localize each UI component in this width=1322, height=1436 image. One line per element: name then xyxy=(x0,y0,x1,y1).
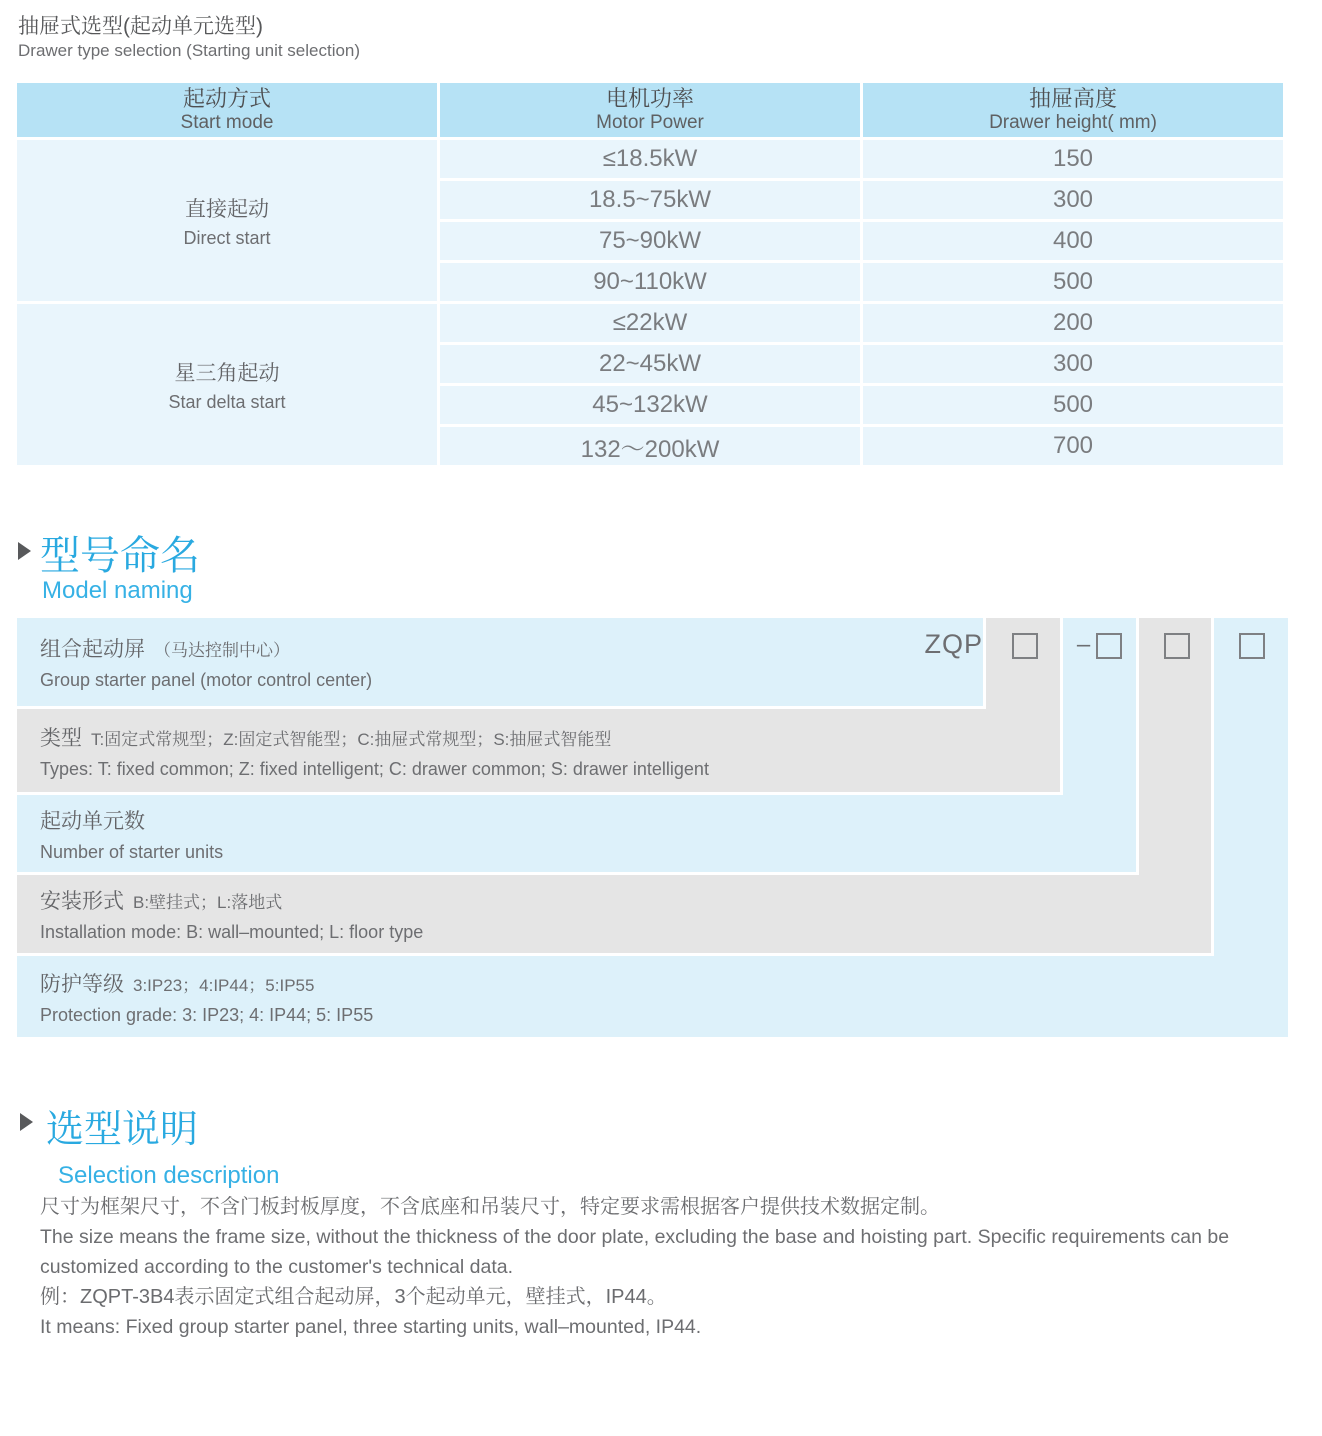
start-mode-en: Direct start xyxy=(183,227,271,248)
band-label-cn-detail: T:固定式常规型；Z:固定式智能型；C:抽屉式常规型；S:抽屉式智能型 xyxy=(91,729,612,749)
table-row xyxy=(17,304,1283,342)
col-header-cn: 起动方式 xyxy=(182,85,271,111)
col-header-drawer-height xyxy=(863,83,1283,137)
band-label-cn: 起动单元数 xyxy=(40,809,145,833)
col-header-cn: 电机功率 xyxy=(605,85,694,111)
band-label-cn-detail: （马达控制中心） xyxy=(154,641,290,660)
col-header-start-mode xyxy=(17,83,437,137)
power-cell: 75~90kW xyxy=(440,222,860,260)
height-cell: 400 xyxy=(863,222,1283,260)
power-cell: 45~132kW xyxy=(440,386,860,424)
band-label-cn-detail: B:壁挂式；L:落地式 xyxy=(133,893,283,912)
power-cell: 18.5~75kW xyxy=(440,181,860,219)
height-cell: 500 xyxy=(863,263,1283,301)
power-cell: ≤18.5kW xyxy=(440,140,860,178)
col-header-en: Start mode xyxy=(180,112,274,134)
model-code-box-icon xyxy=(1164,633,1190,659)
band-label-cn: 安装形式 B:壁挂式；L:落地式 xyxy=(40,890,283,913)
height-cell: 300 xyxy=(863,181,1283,219)
col-header-en: Drawer height( mm) xyxy=(989,112,1157,134)
model-code-box-icon xyxy=(1239,633,1265,659)
height-cell: 500 xyxy=(863,386,1283,424)
band-label-en: Types: T: fixed common; Z: fixed intelligent; C: drawer common; S: drawer intelligent xyxy=(40,758,709,779)
section-heading-selection-description: 选型说明 xyxy=(46,1109,199,1151)
section-subheading-model-naming: Model naming xyxy=(42,577,193,604)
description-line: 例：ZQPT-3B4表示固定式组合起动屏，3个起动单元，壁挂式，IP44。 xyxy=(40,1286,667,1308)
start-mode-cn: 直接起动 xyxy=(185,197,269,221)
height-cell: 700 xyxy=(863,427,1283,465)
start-mode-en: Star delta start xyxy=(168,391,286,412)
band-label-en: Protection grade: 3: IP23; 4: IP44; 5: IP55 xyxy=(40,1004,374,1025)
band-label-cn-detail: 3:IP23；4:IP44；5:IP55 xyxy=(133,975,315,995)
start-mode-cn: 星三角起动 xyxy=(174,361,280,385)
description-line: The size means the frame size, without the thickness of the door plate, excluding the base and hoisting part. Specific requirements can be xyxy=(40,1226,1230,1248)
description-line: customized according to the customer's technical data. xyxy=(40,1256,514,1278)
height-cell: 200 xyxy=(863,304,1283,342)
page-title-en: Drawer type selection (Starting unit selection) xyxy=(18,41,361,60)
power-cell: 22~45kW xyxy=(440,345,860,383)
power-cell: 132～200kW xyxy=(440,427,860,465)
section-marker-triangle-icon xyxy=(18,542,31,560)
height-cell: 300 xyxy=(863,345,1283,383)
model-code-dash: – xyxy=(1076,630,1091,658)
band-label-en: Number of starter units xyxy=(40,841,224,862)
table-row xyxy=(17,140,1283,178)
power-cell: 90~110kW xyxy=(440,263,860,301)
start-mode-cell-star-delta xyxy=(17,304,437,465)
model-naming-row-type xyxy=(17,709,1060,792)
band-label-en: Group starter panel (motor control center) xyxy=(40,670,373,690)
drawer-selection-table xyxy=(14,80,1286,468)
model-code-prefix: ZQP xyxy=(924,629,983,659)
model-code-box-icon xyxy=(1096,633,1122,659)
section-subheading-selection-description: Selection description xyxy=(58,1162,280,1189)
description-line: It means: Fixed group starter panel, three starting units, wall–mounted, IP44. xyxy=(40,1316,702,1338)
height-cell: 150 xyxy=(863,140,1283,178)
section-marker-triangle-icon xyxy=(20,1113,33,1131)
model-code-box-icon xyxy=(1012,633,1038,659)
page-title: 抽屉式选型(起动单元选型) xyxy=(18,15,263,38)
model-naming-row-group-starter-panel xyxy=(17,618,983,706)
model-naming-row-starter-units xyxy=(17,795,1136,872)
model-code-dash-box xyxy=(1063,630,1136,659)
band-label-cn: 类型 T:固定式常规型；Z:固定式智能型；C:抽屉式常规型；S:抽屉式智能型 xyxy=(40,726,612,750)
description-line: 尺寸为框架尺寸，不含门板封板厚度，不含底座和吊装尺寸，特定要求需根据客户提供技术数据定制。 xyxy=(40,1196,940,1218)
power-cell: ≤22kW xyxy=(440,304,860,342)
table-header-row xyxy=(17,83,1283,137)
band-label-cn: 防护等级 3:IP23；4:IP44；5:IP55 xyxy=(40,972,315,996)
col-header-motor-power xyxy=(440,83,860,137)
band-label-cn: 组合起动屏 （马达控制中心） xyxy=(40,638,290,661)
start-mode-cell-direct xyxy=(17,140,437,301)
col-header-cn: 抽屉高度 xyxy=(1028,85,1117,111)
section-heading-model-naming: 型号命名 xyxy=(40,534,200,578)
selection-description-paragraph xyxy=(40,1196,1290,1346)
model-naming-row-protection xyxy=(17,956,1288,1037)
model-naming-row-installation xyxy=(17,875,1211,953)
col-header-en: Motor Power xyxy=(596,112,704,134)
band-label-en: Installation mode: B: wall–mounted; L: floor type xyxy=(40,922,424,942)
